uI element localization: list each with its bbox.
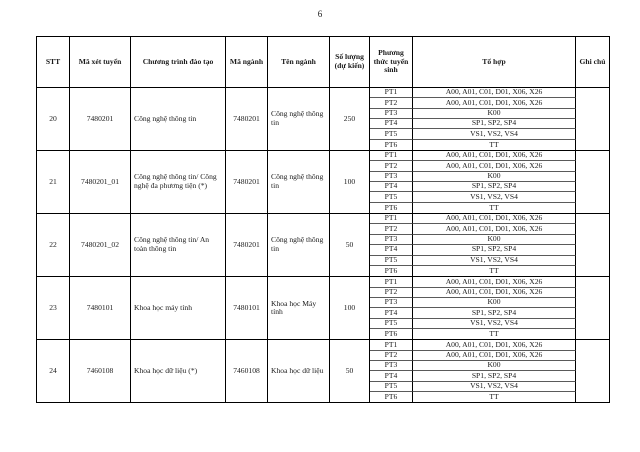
cell-to-hop: VS1, VS2, VS4 <box>413 256 576 266</box>
header-phuong-thuc: Phương thức tuyển sinh <box>370 37 413 87</box>
cell-ma-nganh: 7480201 <box>226 88 268 150</box>
cell-phuong-thuc: PT2 <box>370 98 413 108</box>
header-ten-nganh: Tên ngành <box>268 37 330 87</box>
cell-to-hop: A00, A01, C01, D01, X06, X26 <box>413 161 576 171</box>
cell-phuong-thuc: PT3 <box>370 298 413 308</box>
admissions-table <box>36 36 610 403</box>
cell-to-hop: A00, A01, C01, D01, X06, X26 <box>413 98 576 108</box>
cell-to-hop: TT <box>413 392 576 402</box>
cell-chuong-trinh: Khoa học dữ liệu (*) <box>131 340 226 402</box>
cell-ten-nganh: Khoa học Máy tính <box>268 277 330 339</box>
cell-phuong-thuc: PT1 <box>370 214 413 224</box>
cell-ma-xet-tuyen: 7460108 <box>70 340 131 402</box>
cell-to-hop: SP1, SP2, SP4 <box>413 182 576 192</box>
table-row <box>37 277 609 340</box>
cell-chuong-trinh: Công nghệ thông tin/ An toàn thông tin <box>131 214 226 276</box>
cell-phuong-thuc: PT1 <box>370 277 413 287</box>
cell-to-hop: TT <box>413 203 576 213</box>
cell-phuong-thuc: PT2 <box>370 351 413 361</box>
cell-ten-nganh: Công nghệ thông tin <box>268 214 330 276</box>
cell-ma-xet-tuyen: 7480201_02 <box>70 214 131 276</box>
cell-phuong-thuc: PT1 <box>370 88 413 98</box>
cell-phuong-thuc: PT4 <box>370 182 413 192</box>
page-number: 6 <box>317 9 323 19</box>
cell-ten-nganh: Công nghệ thông tin <box>268 88 330 150</box>
cell-phuong-thuc: PT4 <box>370 371 413 381</box>
cell-phuong-thuc: PT4 <box>370 308 413 318</box>
header-stt: STT <box>37 37 70 87</box>
cell-phuong-thuc: PT4 <box>370 119 413 129</box>
cell-ghi-chu <box>576 151 609 213</box>
header-chuong-trinh-dao-tao: Chương trình đào tạo <box>131 37 226 87</box>
cell-to-hop: K00 <box>413 109 576 119</box>
cell-to-hop: VS1, VS2, VS4 <box>413 319 576 329</box>
cell-phuong-thuc: PT6 <box>370 140 413 150</box>
table-row <box>37 151 609 214</box>
cell-to-hop: A00, A01, C01, D01, X06, X26 <box>413 88 576 98</box>
header-to-hop: Tổ hợp <box>413 37 576 87</box>
cell-ghi-chu <box>576 340 609 402</box>
cell-phuong-thuc: PT3 <box>370 235 413 245</box>
header-ma-xet-tuyen: Mã xét tuyển <box>70 37 131 87</box>
cell-phuong-thuc: PT2 <box>370 161 413 171</box>
cell-phuong-thuc: PT5 <box>370 256 413 266</box>
cell-ghi-chu <box>576 277 609 339</box>
cell-ma-nganh: 7480201 <box>226 151 268 213</box>
header-ma-nganh: Mã ngành <box>226 37 268 87</box>
table-row <box>37 214 609 277</box>
cell-phuong-thuc: PT5 <box>370 382 413 392</box>
cell-to-hop: SP1, SP2, SP4 <box>413 371 576 381</box>
cell-chuong-trinh: Công nghệ thông tin/ Công nghệ đa phương tiện (*) <box>131 151 226 213</box>
cell-to-hop: SP1, SP2, SP4 <box>413 308 576 318</box>
cell-chuong-trinh: Công nghệ thông tin <box>131 88 226 150</box>
header-so-luong: Số lượng (dự kiến) <box>330 37 370 87</box>
table-row <box>37 340 609 402</box>
table-row <box>37 88 609 151</box>
cell-phuong-thuc: PT1 <box>370 340 413 350</box>
cell-to-hop: VS1, VS2, VS4 <box>413 192 576 202</box>
cell-phuong-thuc: PT5 <box>370 129 413 139</box>
cell-stt: 24 <box>37 340 70 402</box>
cell-ma-nganh: 7480101 <box>226 277 268 339</box>
cell-ghi-chu <box>576 214 609 276</box>
cell-phuong-thuc: PT3 <box>370 361 413 371</box>
cell-so-luong: 100 <box>330 151 370 213</box>
cell-to-hop: A00, A01, C01, D01, X06, X26 <box>413 351 576 361</box>
cell-phuong-thuc: PT6 <box>370 392 413 402</box>
cell-to-hop: TT <box>413 329 576 339</box>
cell-phuong-thuc: PT2 <box>370 224 413 234</box>
cell-to-hop: A00, A01, C01, D01, X06, X26 <box>413 214 576 224</box>
cell-to-hop: K00 <box>413 298 576 308</box>
cell-chuong-trinh: Khoa học máy tính <box>131 277 226 339</box>
cell-stt: 22 <box>37 214 70 276</box>
cell-phuong-thuc: PT3 <box>370 172 413 182</box>
cell-to-hop: A00, A01, C01, D01, X06, X26 <box>413 340 576 350</box>
cell-ma-xet-tuyen: 7480201_01 <box>70 151 131 213</box>
cell-ma-nganh: 7460108 <box>226 340 268 402</box>
cell-so-luong: 250 <box>330 88 370 150</box>
cell-phuong-thuc: PT2 <box>370 288 413 298</box>
cell-stt: 21 <box>37 151 70 213</box>
cell-phuong-thuc: PT6 <box>370 266 413 276</box>
table-header-row <box>37 37 609 88</box>
cell-ma-xet-tuyen: 7480101 <box>70 277 131 339</box>
cell-ma-xet-tuyen: 7480201 <box>70 88 131 150</box>
cell-phuong-thuc: PT4 <box>370 245 413 255</box>
cell-to-hop: SP1, SP2, SP4 <box>413 245 576 255</box>
cell-to-hop: K00 <box>413 235 576 245</box>
cell-phuong-thuc: PT3 <box>370 109 413 119</box>
cell-to-hop: A00, A01, C01, D01, X06, X26 <box>413 151 576 161</box>
cell-to-hop: A00, A01, C01, D01, X06, X26 <box>413 288 576 298</box>
cell-ten-nganh: Khoa học dữ liệu <box>268 340 330 402</box>
cell-ten-nganh: Công nghệ thông tin <box>268 151 330 213</box>
cell-stt: 23 <box>37 277 70 339</box>
cell-to-hop: VS1, VS2, VS4 <box>413 129 576 139</box>
cell-to-hop: VS1, VS2, VS4 <box>413 382 576 392</box>
cell-stt: 20 <box>37 88 70 150</box>
cell-ghi-chu <box>576 88 609 150</box>
cell-so-luong: 100 <box>330 277 370 339</box>
cell-to-hop: A00, A01, C01, D01, X06, X26 <box>413 224 576 234</box>
cell-ma-nganh: 7480201 <box>226 214 268 276</box>
cell-phuong-thuc: PT1 <box>370 151 413 161</box>
cell-to-hop: SP1, SP2, SP4 <box>413 119 576 129</box>
cell-phuong-thuc: PT5 <box>370 192 413 202</box>
cell-to-hop: A00, A01, C01, D01, X06, X26 <box>413 277 576 287</box>
cell-to-hop: TT <box>413 266 576 276</box>
cell-so-luong: 50 <box>330 214 370 276</box>
cell-to-hop: TT <box>413 140 576 150</box>
cell-phuong-thuc: PT6 <box>370 329 413 339</box>
cell-so-luong: 50 <box>330 340 370 402</box>
cell-to-hop: K00 <box>413 361 576 371</box>
cell-phuong-thuc: PT5 <box>370 319 413 329</box>
header-ghi-chu: Ghi chú <box>579 56 606 66</box>
cell-phuong-thuc: PT6 <box>370 203 413 213</box>
cell-to-hop: K00 <box>413 172 576 182</box>
